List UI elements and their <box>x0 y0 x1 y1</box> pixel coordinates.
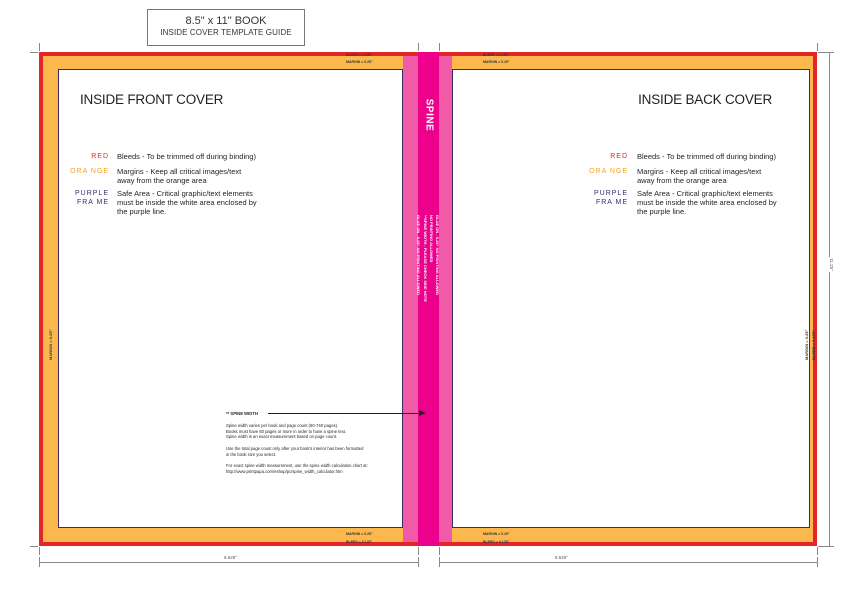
spine-note-text: Spine width varies per book and page count (60-740 pages). <box>226 423 339 428</box>
legend-red-desc: Bleeds - To be trimmed off during binding) <box>637 152 776 161</box>
spine-note-text: in the book size you select. <box>226 451 277 457</box>
bleed-tag: BLEED = 0.125" <box>346 540 373 544</box>
bleed-tag: BLEED = 0.125" <box>483 540 510 544</box>
dimension-tick <box>39 557 40 567</box>
legend-orange-key: ORA NGE <box>70 168 109 175</box>
legend-purple-key: PURPLE <box>74 190 109 197</box>
spine-url[interactable]: http://www.printpapa.com/eshop/pc/spine_width_calculator.htm <box>226 468 343 474</box>
spine-note-text: Books must have 60 pages or more in order to have a spine text. <box>226 428 347 434</box>
crop-mark <box>30 546 38 547</box>
legend-purple-key: FRA ME <box>76 199 109 206</box>
margin-tag: MARGIN = 0.25" <box>483 532 510 536</box>
crop-mark <box>418 43 419 51</box>
crop-mark <box>30 52 38 53</box>
legend-orange-desc: Margins - Keep all critical images/text away from the orange area <box>117 167 242 185</box>
crop-mark <box>439 43 440 51</box>
front-safe-area <box>58 69 403 528</box>
dimension-tick <box>817 557 818 567</box>
crop-mark <box>39 43 40 51</box>
inside-front-cover-title: INSIDE FRONT COVER <box>80 92 224 107</box>
legend-orange-desc: Margins - Keep all critical images/text away from the orange area <box>637 167 762 185</box>
template-subtitle: INSIDE COVER TEMPLATE GUIDE <box>160 28 292 37</box>
legend-red-key: RED <box>610 153 628 160</box>
template-title: 8.5" x 11" BOOK <box>185 15 267 27</box>
spine-arrow-line <box>268 413 420 414</box>
spine-glue-left <box>403 56 418 542</box>
dimension-tick <box>824 546 834 547</box>
legend-red-desc: Bleeds - To be trimmed off during binding) <box>117 152 256 161</box>
bleed-tag: BLEED = 0.125" <box>483 53 510 57</box>
back-width-label: 8.625" <box>555 555 568 560</box>
spine-note: NO PRINTING ALLOWED <box>429 215 434 263</box>
dimension-tick <box>418 557 419 567</box>
front-width-dimension <box>39 562 418 563</box>
template-title-box <box>147 9 305 46</box>
spine-note-text: Spine width is an exact measurement based on page count. <box>226 434 338 439</box>
crop-mark <box>439 547 440 555</box>
legend-red-key: RED <box>91 153 109 160</box>
spine-note: GLUE ON - 0.25" NO PRINTING ALLOWED <box>435 215 440 295</box>
crop-mark <box>817 547 818 555</box>
spine-note: GLUE ON - 0.25" NO PRINTING ALLOWED <box>416 215 421 295</box>
side-margin-tag: MARGIN = 0.25" <box>804 329 809 360</box>
crop-mark <box>817 43 818 51</box>
arrow-right-icon <box>419 410 426 416</box>
margin-tag: MARGIN = 0.25" <box>346 532 373 536</box>
spine-width-heading: ** SPINE WIDTH <box>226 411 258 416</box>
legend-orange-key: ORA NGE <box>589 168 628 175</box>
side-bleed-tag: BLEED = 0.125" <box>811 329 816 360</box>
spine-note-text: Use the total page count only after your book's interior has been formatted <box>226 446 364 451</box>
spine-note: **SPINE WIDTH - PLEASE CHECK SIDE NOTE <box>423 215 428 302</box>
spine-note-text: For exact spine width measurement, use the spine width calculation chart at: <box>226 463 368 468</box>
back-width-dimension <box>439 562 817 563</box>
crop-mark <box>39 547 40 555</box>
crop-mark <box>418 547 419 555</box>
dimension-tick <box>824 52 834 53</box>
legend-purple-key: FRA ME <box>595 199 628 206</box>
dimension-tick <box>439 557 440 567</box>
margin-tag: MARGIN = 0.25" <box>483 60 510 64</box>
back-safe-area <box>452 69 810 528</box>
legend-purple-key: PURPLE <box>593 190 628 197</box>
height-dimension <box>829 52 830 546</box>
spine-label: SPINE <box>423 98 434 132</box>
inside-back-cover-title: INSIDE BACK COVER <box>638 92 772 107</box>
margin-tag: MARGIN = 0.25" <box>346 60 373 64</box>
spine-glue-right <box>439 56 452 542</box>
side-margin-tag: MARGIN = 0.25" <box>48 329 53 360</box>
legend-purple-desc: Safe Area - Critical graphic/text elements must be inside the white area enclosed by the purple line. <box>117 189 257 216</box>
bleed-tag: BLEED = 0.125" <box>346 53 373 57</box>
front-width-label: 8.625" <box>224 555 237 560</box>
height-label: 11.25" <box>828 258 834 271</box>
legend-purple-desc: Safe Area - Critical graphic/text elements must be inside the white area enclosed by the purple line. <box>637 189 777 216</box>
